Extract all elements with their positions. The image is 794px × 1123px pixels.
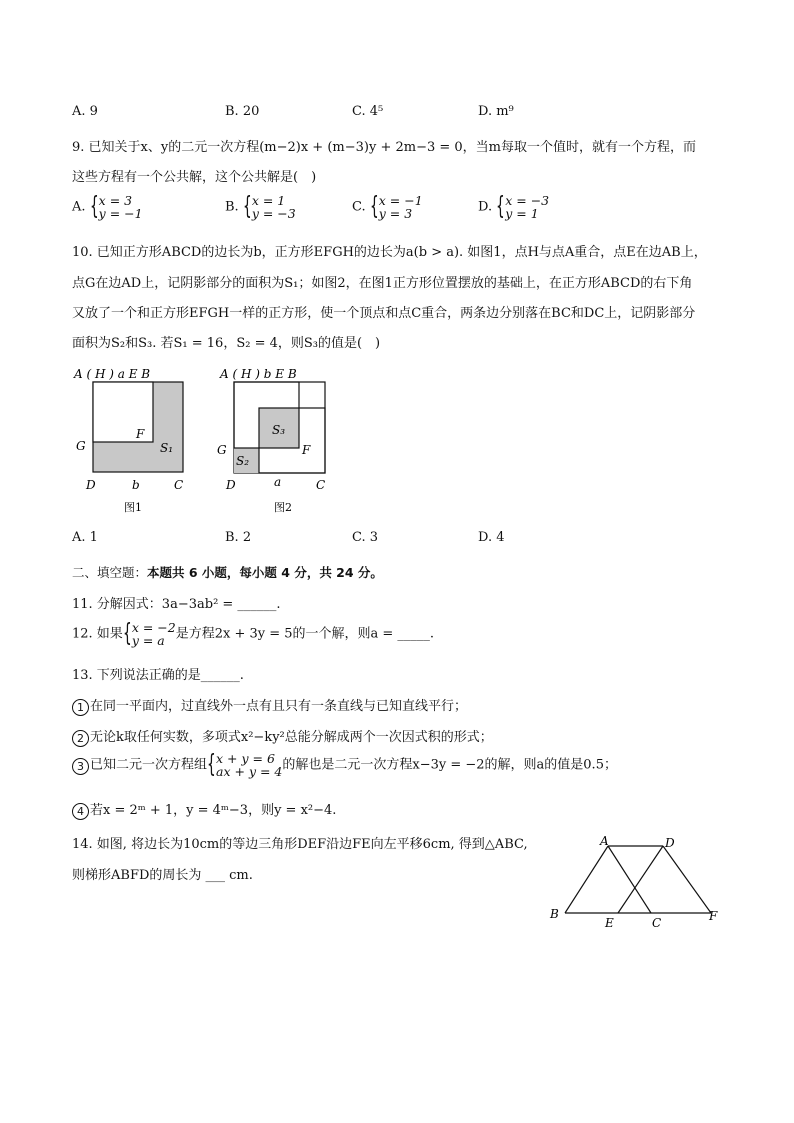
fig2-top-labels: A ( H ) b E B — [220, 367, 297, 381]
equation-bottom: y = a — [131, 633, 165, 648]
trap-label-d: D — [665, 836, 675, 850]
trap-label-c: C — [652, 916, 662, 930]
q10-option-c: C. 3 — [352, 530, 379, 545]
fig2-label-a: a — [274, 475, 282, 489]
q8-option-a: A. 9 — [72, 104, 98, 119]
equation-top: x = −3 — [505, 193, 550, 208]
q14-stem-line1: 14. 如图, 将边长为10cm的等边三角形DEF沿边FE向左平移6cm, 得到△ABC, — [72, 837, 528, 852]
q10-figure-1 — [70, 362, 200, 517]
fig2-caption: 图2 — [274, 501, 292, 514]
fig1-label-b: b — [132, 478, 140, 492]
equation-bottom: y = 3 — [378, 206, 413, 221]
q8-option-b: B. 20 — [225, 104, 260, 119]
section-2-header: 二、填空题：本题共 6 小题，每小题 4 分，共 24 分。 — [72, 565, 383, 580]
q10-stem-line2: 点G在边AD上，记阴影部分的面积为S₁；如图2，在图1正方形位置摆放的基础上，在正方形ABCD的右下角 — [72, 276, 693, 291]
trap-label-f: F — [709, 909, 718, 923]
q10-stem-line1: 10. 已知正方形ABCD的边长为b，正方形EFGH的边长为a(b > a). 如图1，点H与点A重合，点E在边AB上， — [72, 245, 707, 260]
q9-option-d: D. { x = −3 y = 1 — [478, 194, 549, 220]
equation-bottom: y = −3 — [251, 206, 296, 221]
q13-stem: 13. 下列说法正确的是______. — [72, 668, 244, 683]
equation-bottom: y = 1 — [505, 206, 539, 221]
q13-item-4: 4 若x = 2ᵐ + 1，y = 4ᵐ−3，则y = x²−4. — [72, 799, 336, 820]
q10-option-a: A. 1 — [72, 530, 98, 545]
fig2-label-g: G — [217, 443, 227, 457]
circled-number: 3 — [72, 758, 89, 775]
fig1-label-s1: S₁ — [160, 441, 174, 455]
q12-stem: 12. 如果{ x = −2 y = a 是方程2x + 3y = 5的一个解，则a = _____. — [72, 621, 434, 647]
equation-top: x = −2 — [131, 620, 176, 635]
circled-number: 1 — [72, 699, 89, 716]
equation-top: x = 1 — [251, 193, 286, 208]
fig1-top-labels: A ( H ) a E B — [74, 367, 151, 381]
equation-bottom: ax + y = 4 — [216, 764, 283, 779]
q9-stem-line1: 9. 已知关于x、y的二元一次方程(m−2)x + (m−3)y + 2m−3 = 0，当m每取一个值时，就有一个方程，而 — [72, 140, 696, 155]
q8-option-d: D. m⁹ — [478, 104, 514, 119]
trap-label-e: E — [605, 916, 614, 930]
q14-stem-line2: 则梯形ABFD的周长为 ___ cm. — [72, 868, 253, 883]
fig2-label-f: F — [302, 443, 311, 457]
circled-number: 2 — [72, 730, 89, 747]
trap-label-a: A — [600, 834, 609, 848]
fig1-label-g: G — [76, 439, 86, 453]
q9-stem-line2: 这些方程有一个公共解，这个公共解是( ) — [72, 170, 317, 185]
q14-figure-trapezoid — [545, 830, 725, 935]
q10-option-d: D. 4 — [478, 530, 505, 545]
fig2-label-c: C — [316, 478, 326, 492]
fig1-label-f: F — [136, 427, 145, 441]
trap-label-b: B — [550, 907, 559, 921]
q10-figure-2 — [215, 362, 345, 517]
q10-stem-line4: 面积为S₂和S₃. 若S₁ = 16，S₂ = 4，则S₃的值是( ) — [72, 336, 381, 351]
q10-stem-line3: 又放了一个和正方形EFGH一样的正方形，使一个顶点和点C重合，两条边分别落在BC和DC上，记阴影部分 — [72, 306, 696, 321]
circled-number: 4 — [72, 803, 89, 820]
equation-top: x = −1 — [378, 193, 423, 208]
q9-option-a: A. { x = 3 y = −1 — [72, 194, 143, 220]
q9-option-b: B. { x = 1 y = −3 — [225, 194, 296, 220]
equation-bottom: y = −1 — [98, 206, 143, 221]
q13-item-2: 2 无论k取任何实数，多项式x²−ky²总能分解成两个一次因式积的形式； — [72, 726, 493, 747]
fig2-label-s2: S₂ — [236, 454, 250, 468]
equation-top: x + y = 6 — [216, 751, 275, 766]
equation-top: x = 3 — [98, 193, 133, 208]
fig1-label-d: D — [86, 478, 96, 492]
q10-option-b: B. 2 — [225, 530, 252, 545]
fig1-caption: 图1 — [124, 501, 142, 514]
fig2-label-d: D — [226, 478, 236, 492]
fig2-label-s3: S₃ — [272, 423, 286, 437]
q13-item-3: 3 已知二元一次方程组{ x + y = 6 ax + y = 4的解也是二元一次方程x−3y = −2的解，则a的值是0.5； — [72, 752, 617, 778]
q13-item-1: 1 在同一平面内，过直线外一点有且只有一条直线与已知直线平行； — [72, 695, 467, 716]
q9-option-c: C. { x = −1 y = 3 — [352, 194, 423, 220]
fig1-label-c: C — [174, 478, 184, 492]
q11-stem: 11. 分解因式：3a−3ab² = ______. — [72, 597, 281, 612]
q8-option-c: C. 4⁵ — [352, 104, 384, 119]
